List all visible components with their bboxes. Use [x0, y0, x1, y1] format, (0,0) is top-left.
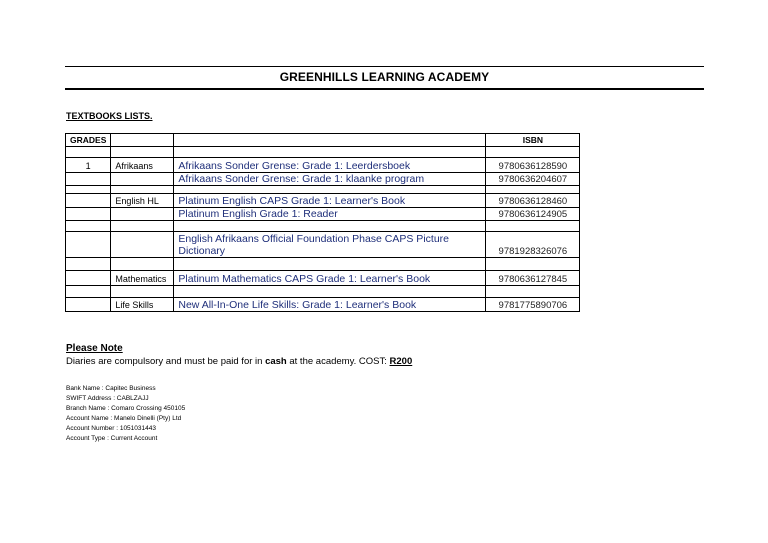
cell-grade — [66, 298, 111, 312]
cell-book-title — [174, 147, 486, 158]
table-row — [66, 208, 580, 221]
cell-book-title: English Afrikaans Official Foundation Phase CAPS Picture Dictionary — [174, 232, 486, 258]
cell-grade — [66, 286, 111, 298]
note-text-before: Diaries are compulsory and must be paid for in — [66, 356, 266, 367]
cell-isbn — [486, 221, 580, 232]
note-heading: Please Note — [66, 343, 123, 354]
cell-book-title — [174, 258, 486, 271]
cell-grade — [66, 186, 111, 194]
table-row — [66, 194, 580, 208]
table-row — [66, 221, 580, 232]
cell-grade: 1 — [66, 158, 111, 173]
cell-isbn — [486, 286, 580, 298]
bank-line: Account Type : Current Account — [66, 435, 158, 442]
cell-isbn: 9780636124905 — [486, 208, 580, 221]
header-grades: GRADES — [66, 134, 111, 147]
bank-line: Account Number : 1051031443 — [66, 425, 156, 432]
cell-book-title — [174, 186, 486, 194]
cell-grade — [66, 208, 111, 221]
bank-line: SWIFT Address : CABLZAJJ — [66, 395, 149, 402]
cell-isbn — [486, 147, 580, 158]
table-row — [66, 158, 580, 173]
table-row — [66, 298, 580, 312]
bottom-rule — [65, 88, 704, 90]
bank-details — [66, 384, 185, 444]
cell-subject — [111, 173, 174, 186]
top-rule — [65, 66, 704, 67]
cell-book-title: New All-In-One Life Skills: Grade 1: Learner's Book — [174, 298, 486, 312]
cell-isbn: 9780636204607 — [486, 173, 580, 186]
table-row — [66, 173, 580, 186]
cell-subject: English HL — [111, 194, 174, 208]
cell-grade — [66, 258, 111, 271]
cell-grade — [66, 147, 111, 158]
header-isbn: ISBN — [486, 134, 580, 147]
page-title: GREENHILLS LEARNING ACADEMY — [279, 70, 490, 84]
note-text — [66, 356, 412, 367]
cell-grade — [66, 232, 111, 258]
cell-subject — [111, 147, 174, 158]
cell-isbn — [486, 186, 580, 194]
cell-isbn: 9780636127845 — [486, 271, 580, 286]
cell-isbn — [486, 258, 580, 271]
cell-subject — [111, 258, 174, 271]
cell-subject — [111, 221, 174, 232]
table-row — [66, 286, 580, 298]
cell-grade — [66, 194, 111, 208]
textbooks-table — [65, 133, 580, 312]
cell-isbn: 9781775890706 — [486, 298, 580, 312]
cell-book-title: Platinum English Grade 1: Reader — [174, 208, 486, 221]
table-header-row — [66, 134, 580, 147]
cell-book-title: Afrikaans Sonder Grense: Grade 1: klaanke program — [174, 173, 486, 186]
cell-grade — [66, 173, 111, 186]
cell-subject: Afrikaans — [111, 158, 174, 173]
note-text-after: at the academy. COST: — [286, 356, 390, 367]
bank-line: Bank Name : Capitec Business — [66, 385, 156, 392]
table-row — [66, 258, 580, 271]
cell-isbn: 9780636128460 — [486, 194, 580, 208]
note-cost: R200 — [389, 356, 413, 367]
cell-book-title: Afrikaans Sonder Grense: Grade 1: Leerdersboek — [174, 158, 486, 173]
note-cash: cash — [265, 356, 287, 367]
table-row — [66, 232, 580, 258]
table-row — [66, 186, 580, 194]
cell-book-title — [174, 221, 486, 232]
cell-grade — [66, 271, 111, 286]
section-label: TEXTBOOKS LISTS. — [66, 111, 153, 121]
cell-grade — [66, 221, 111, 232]
cell-subject: Life Skills — [111, 298, 174, 312]
cell-subject — [111, 286, 174, 298]
bank-line: Branch Name : Comaro Crossing 450105 — [66, 405, 186, 412]
header-subject — [111, 134, 174, 147]
cell-isbn: 9781928326076 — [486, 232, 580, 258]
table-row — [66, 147, 580, 158]
cell-book-title — [174, 286, 486, 298]
cell-subject — [111, 186, 174, 194]
header-book — [174, 134, 486, 147]
cell-isbn: 9780636128590 — [486, 158, 580, 173]
cell-subject: Mathematics — [111, 271, 174, 286]
cell-book-title: Platinum Mathematics CAPS Grade 1: Learner's Book — [174, 271, 486, 286]
cell-book-title: Platinum English CAPS Grade 1: Learner's Book — [174, 194, 486, 208]
bank-line: Account Name : Manelo Dinelli (Pty) Ltd — [66, 415, 182, 422]
table-row — [66, 271, 580, 286]
cell-subject — [111, 232, 174, 258]
cell-subject — [111, 208, 174, 221]
